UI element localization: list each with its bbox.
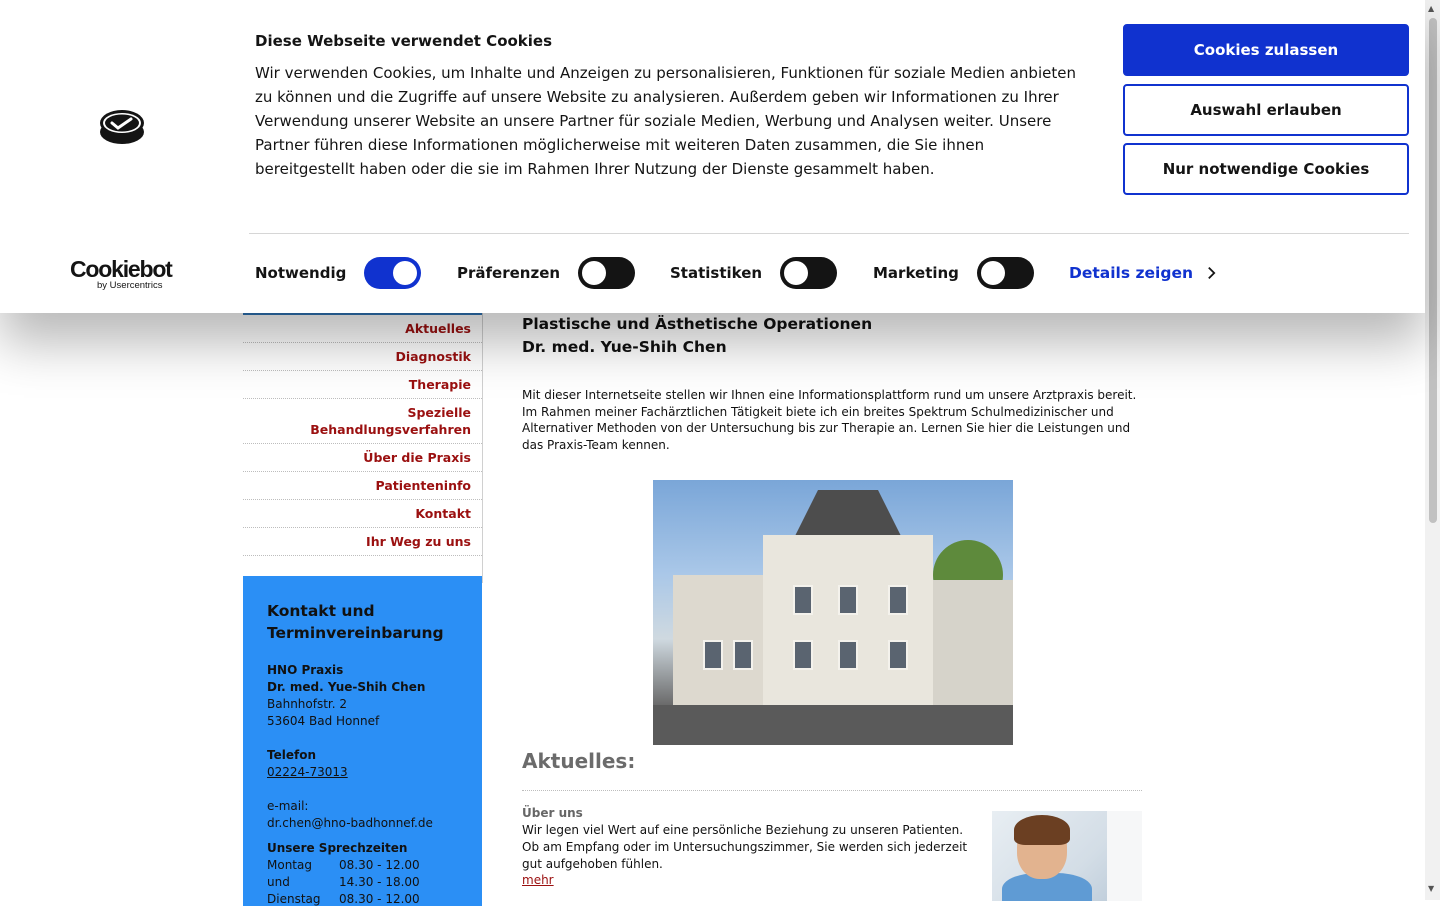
- nav-item-diagnostik[interactable]: Diagnostik: [243, 343, 482, 371]
- toggle-statistics-row: [670, 256, 837, 290]
- nav-item-patienteninfo[interactable]: Patienteninfo: [243, 472, 482, 500]
- office-hours-row: Montag 08.30 - 12.00: [267, 858, 420, 872]
- nav-item-spezielle-behandlungsverfahren[interactable]: Spezielle Behandlungsverfahren: [243, 399, 482, 444]
- toggle-necessary-switch[interactable]: [364, 257, 421, 289]
- news-more-link[interactable]: mehr: [522, 873, 554, 887]
- news-item-text: Wir legen viel Wert auf eine persönliche Beziehung zu unseren Patienten. Ob am Empfang oder im Untersuchungszimmer, Sie werden sich jederzeit gut aufgehoben fühlen.: [522, 823, 968, 871]
- nav-item-therapie[interactable]: Therapie: [243, 371, 482, 399]
- toggle-preferences-label: Präferenzen: [457, 264, 561, 282]
- practice-building-photo: [653, 480, 1013, 745]
- intro-text: Mit dieser Internetseite stellen wir Ihnen eine Informationsplattform rund um unsere Arztpraxis bereit. Im Rahmen meiner Fachärztlichen Tätigkeit biete ich ein breites Spektrum Schulmedizinischer und Alternativer Methoden von der Untersuchung bis zur Therapie an. Lernen Sie hier die Leistungen und das Praxis-Team kennen.: [522, 388, 1137, 453]
- contact-title: Kontakt und Terminvereinbarung: [267, 602, 444, 642]
- cookie-consent-banner: [0, 0, 1425, 313]
- cookie-banner-text: Wir verwenden Cookies, um Inhalte und Anzeigen zu personalisieren, Funktionen für soziale Medien anbieten zu können und die Zugriffe auf unsere Website zu analysieren. Außerdem geben wir Informationen zu Ihrer Verwendung unserer Website an unsere Partner für soziale Medien, Werbung und Analysen weiter. Unsere Partner führen diese Informationen möglicherweise mit weiteren Daten zusammen, die Sie ihnen bereitgestellt haben oder die sie im Rahmen Ihrer Nutzung der Dienste gesammelt haben.: [255, 64, 1076, 178]
- chevron-right-icon: [1207, 266, 1216, 280]
- office-hours-row: und 14.30 - 18.00: [267, 875, 420, 889]
- office-hours-label: Unsere Sprechzeiten: [267, 841, 408, 855]
- address-city: 53604 Bad Honnef: [267, 714, 380, 728]
- news-item-title: Über uns: [522, 806, 583, 820]
- scroll-up-arrow-icon[interactable]: ▲: [1428, 4, 1435, 13]
- toggle-marketing-row: [873, 256, 1034, 290]
- contact-box: [243, 576, 482, 906]
- news-heading: Aktuelles:: [522, 749, 636, 773]
- email-label: e-mail:: [267, 799, 309, 813]
- toggle-marketing-label: Marketing: [873, 264, 959, 282]
- phone-label: Telefon: [267, 748, 316, 762]
- news-item-photo: [992, 811, 1142, 901]
- email-address: dr.chen@hno-badhonnef.de: [267, 816, 433, 830]
- nav-item-kontakt[interactable]: Kontakt: [243, 500, 482, 528]
- practice-name: HNO Praxis: [267, 663, 344, 677]
- scroll-down-arrow-icon[interactable]: ▼: [1428, 884, 1435, 893]
- main-content: [522, 313, 1142, 887]
- news-divider: [522, 790, 1142, 791]
- cookiebot-icon: [99, 109, 145, 145]
- allow-selection-button[interactable]: Auswahl erlauben: [1123, 84, 1409, 136]
- necessary-cookies-only-button[interactable]: Nur notwendige Cookies: [1123, 143, 1409, 195]
- toggle-necessary-label: Notwendig: [255, 264, 347, 282]
- cookie-banner-divider: [249, 233, 1409, 234]
- cookie-banner-title: Diese Webseite verwendet Cookies: [255, 32, 553, 50]
- office-hours-row: Dienstag 08.30 - 12.00: [267, 892, 420, 906]
- nav-item-ueber-die-praxis[interactable]: Über die Praxis: [243, 444, 482, 472]
- toggle-preferences-row: [457, 256, 635, 290]
- nav-item-aktuelles[interactable]: Aktuelles: [243, 315, 482, 343]
- phone-link[interactable]: 02224-73013: [267, 765, 348, 779]
- scrollbar-thumb[interactable]: [1429, 18, 1437, 523]
- show-details-label: Details zeigen: [1069, 264, 1193, 282]
- page-title-line2: Dr. med. Yue-Shih Chen: [522, 338, 727, 356]
- allow-all-cookies-button[interactable]: Cookies zulassen: [1123, 24, 1409, 76]
- toggle-preferences-switch[interactable]: [578, 257, 635, 289]
- address-street: Bahnhofstr. 2: [267, 697, 348, 711]
- show-details-link[interactable]: [1069, 264, 1216, 282]
- cookiebot-logo: Cookiebot by Usercentrics: [70, 256, 172, 291]
- nav-item-ihr-weg-zu-uns[interactable]: Ihr Weg zu uns: [243, 528, 482, 556]
- page-title-line1: Plastische und Ästhetische Operationen: [522, 315, 873, 333]
- toggle-necessary-row: [255, 256, 421, 290]
- nav-divider: [482, 313, 483, 583]
- toggle-statistics-label: Statistiken: [670, 264, 763, 282]
- toggle-marketing-switch[interactable]: [977, 257, 1034, 289]
- doctor-name: Dr. med. Yue-Shih Chen: [267, 680, 426, 694]
- main-navigation: [243, 313, 483, 556]
- toggle-statistics-switch[interactable]: [780, 257, 837, 289]
